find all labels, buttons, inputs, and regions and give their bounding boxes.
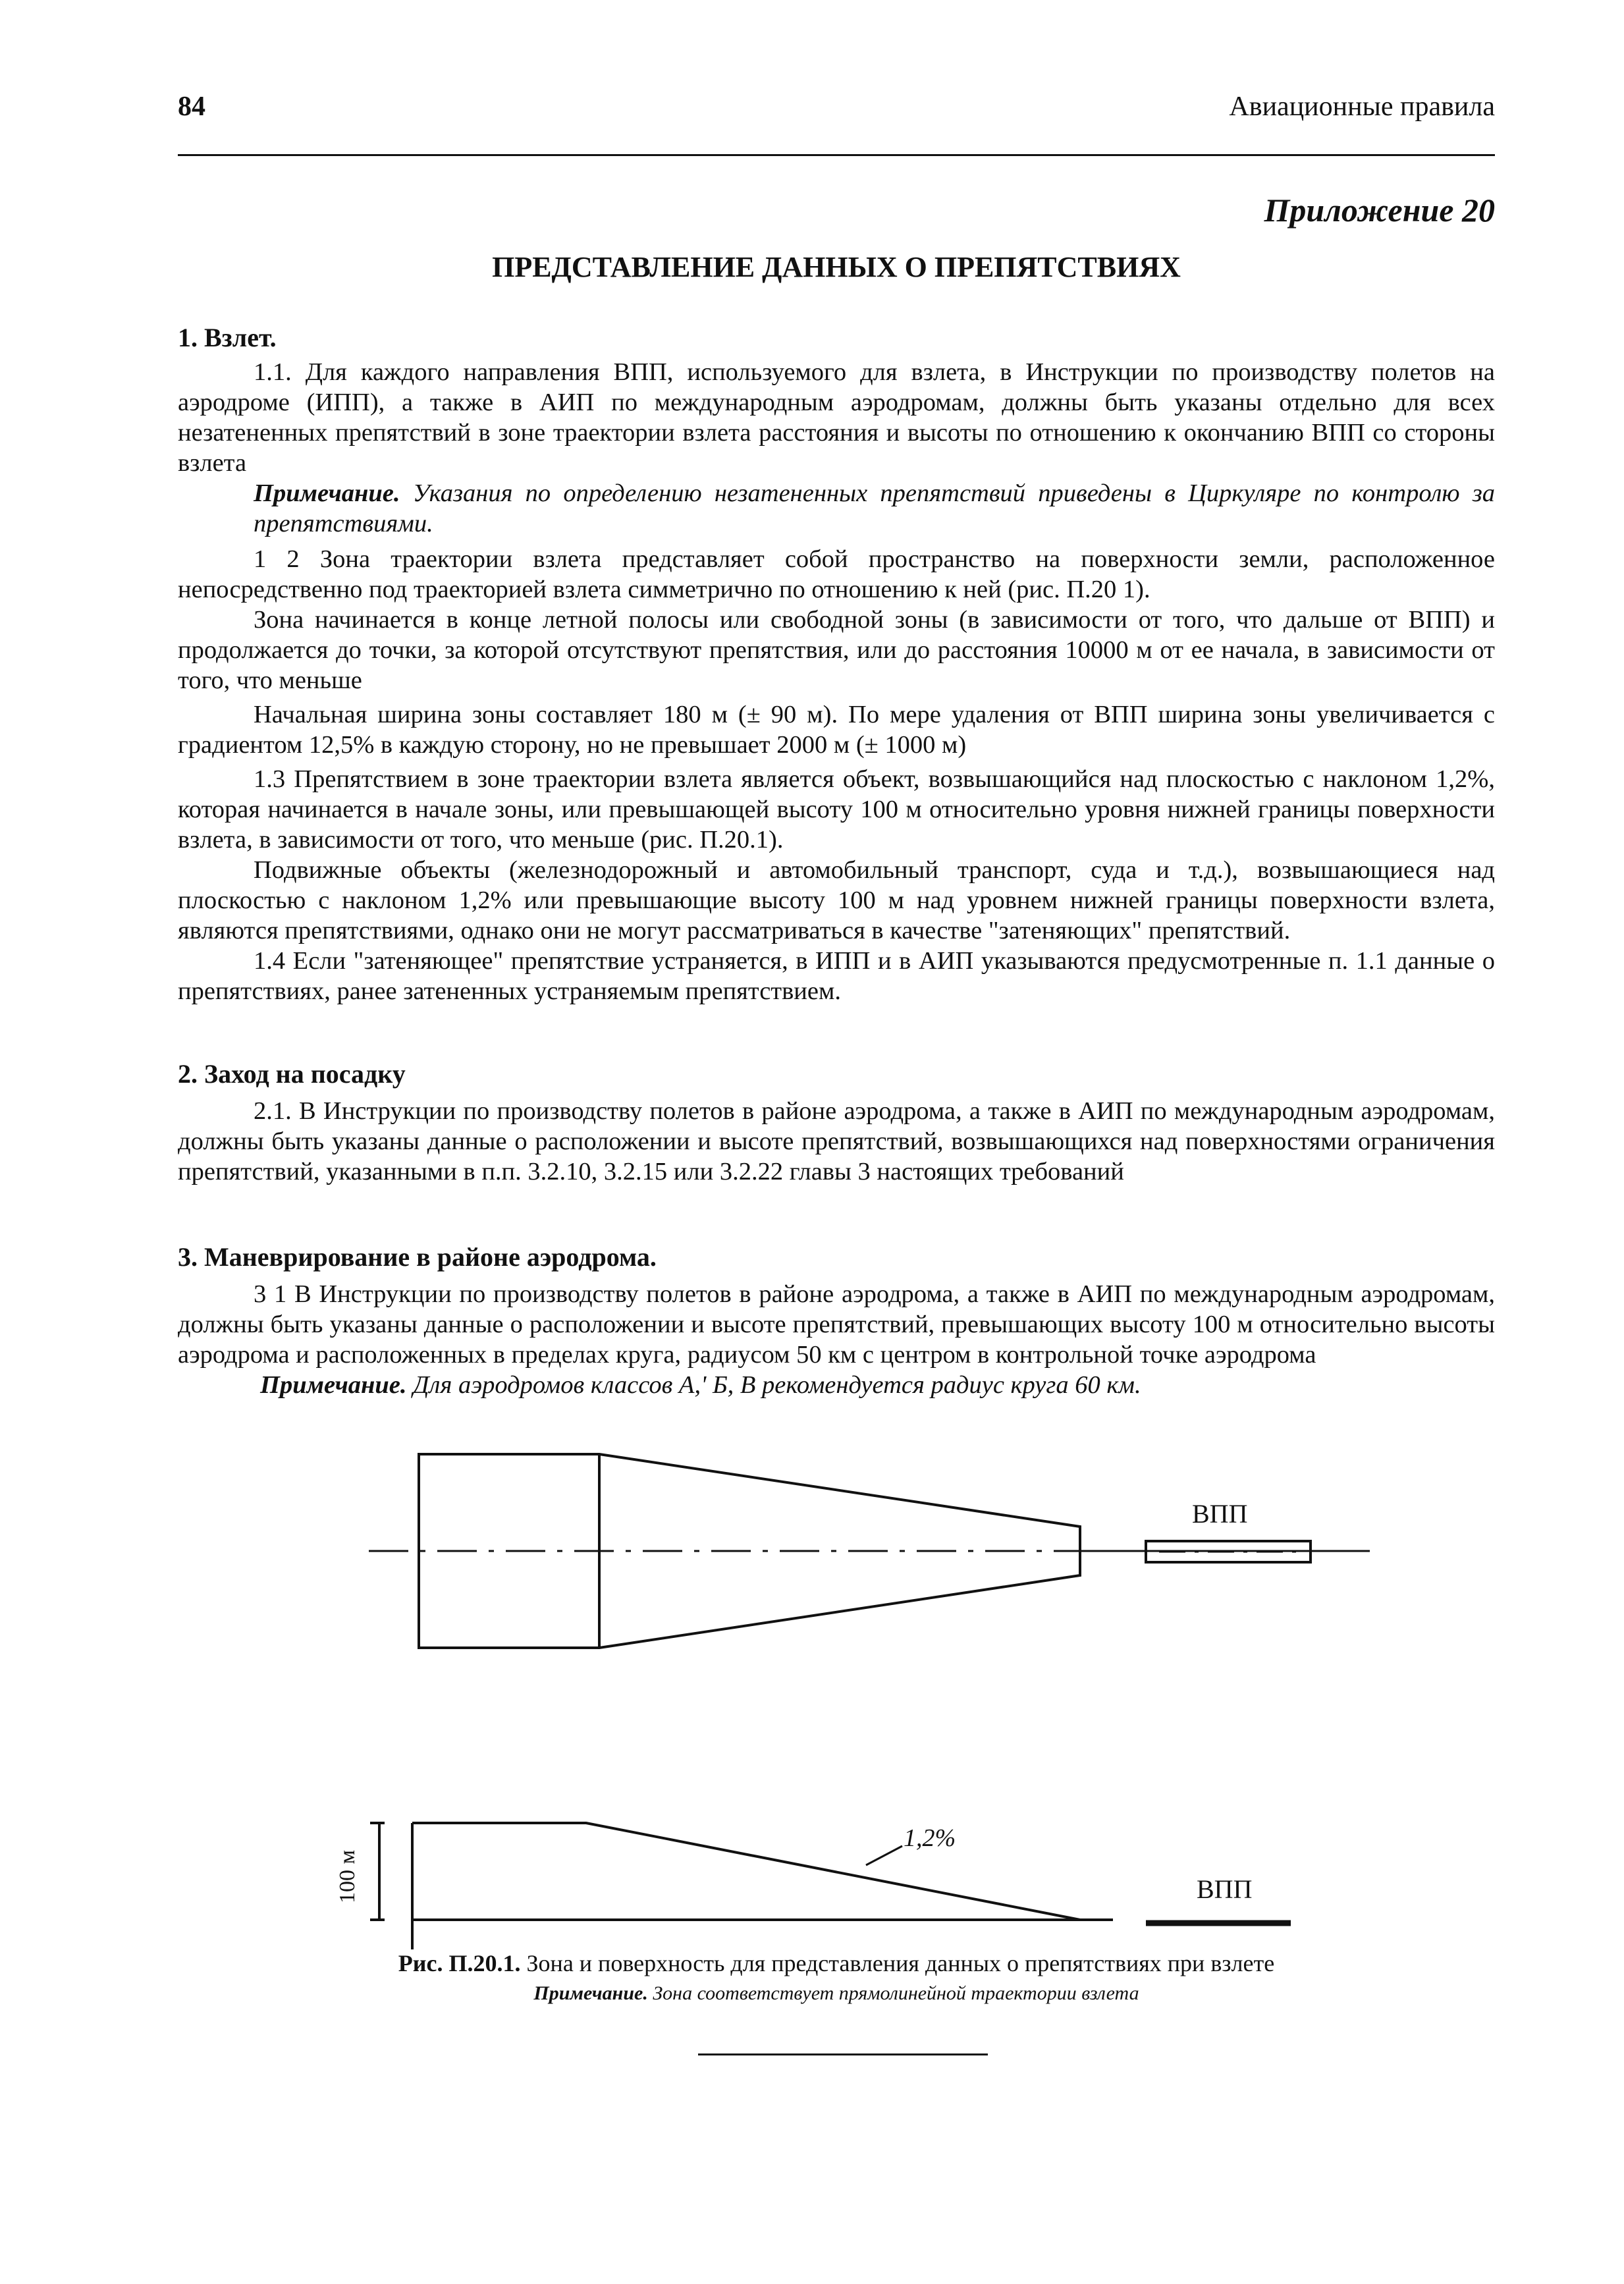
figure-drawing: [178, 1449, 1495, 1949]
paragraph: Начальная ширина зоны составляет 180 м (± 90 м). По мере удаления от ВПП ширина зоны увеличивается с градиентом 12,5% в каждую сторону, но не превышает 2000 м (± 1000 м): [178, 701, 1495, 759]
section-maneuvering: [178, 1242, 1495, 1400]
figure-note: [178, 1982, 1495, 2005]
note-text: Для аэродромов классов А,' Б, В рекомендуется радиус круга 60 км.: [413, 1371, 1141, 1399]
slope-leader: [866, 1846, 902, 1865]
note-text: Указания по определению незатененных препятствий приведены в Циркуляре по контролю за препятствиями.: [254, 479, 1495, 537]
caption-label: Рис. П.20.1.: [398, 1950, 521, 1976]
paragraph: 1.4 Если "затеняющее" препятствие устраняется, в ИПП и в АИП указываются предусмотренные п. 1.1 данные о препятствиях, ранее затененных устраняемым препятствием.: [178, 947, 1495, 1005]
running-header: [178, 91, 1495, 130]
paragraph: 1 2 Зона траектории взлета представляет собой пространство на поверхности земли, расположенное непосредственно под траекторией взлета симметрично по отношению к ней (рис. П.20 1).: [178, 545, 1495, 603]
footer-rule: [698, 2053, 988, 2055]
paragraph: Подвижные объекты (железнодорожный и автомобильный транспорт, суда и т.д.), возвышающиеся над плоскостью с наклоном 1,2% или превышающие высоту 100 м над уровнем нижней границы поверхности взлета, являются препятствиями, однако они не могут рассматриваться в качестве "затеняющих" препятствий.: [178, 856, 1495, 944]
paragraph: 2.1. В Инструкции по производству полетов в районе аэродрома, а также в АИП по международным аэродромам, должны быть указаны данные о расположении и высоте препятствий, возвышающихся над поверхностями ограничения препятствий, указанными в п.п. 3.2.10, 3.2.15 или 3.2.22 главы 3 настоящих требований: [178, 1097, 1495, 1185]
takeoff-surface: [412, 1823, 1080, 1920]
running-title: Авиационные правила: [1229, 92, 1495, 122]
figure-takeoff-zone: [178, 1449, 1495, 1949]
note-label: Примечание.: [254, 479, 400, 507]
note: [178, 1370, 1495, 1400]
page-number: 84: [178, 92, 205, 122]
section-takeoff: [178, 323, 1495, 1006]
note-label: Примечание.: [260, 1371, 407, 1399]
section-approach: [178, 1059, 1495, 1187]
height-label: 100 м: [335, 1849, 360, 1903]
slope-label: 1,2%: [904, 1824, 956, 1852]
section-heading: 1. Взлет.: [178, 323, 277, 352]
page-title: ПРЕДСТАВЛЕНИЕ ДАННЫХ О ПРЕПЯТСТВИЯХ: [492, 251, 1181, 283]
paragraph: 3 1 В Инструкции по производству полетов в районе аэродрома, а также в АИП по международным аэродромам, должны быть указаны данные о расположении и высоте препятствий, превышающих высоту 100 м относительно высоты аэродрома и расположенных в пределах круга, радиусом 50 км с центром в контрольной точке аэродрома: [178, 1280, 1495, 1369]
figure-caption: [178, 1949, 1495, 1977]
paragraph: 1.1. Для каждого направления ВПП, используемого для взлета, в Инструкции по производству полетов на аэродроме (ИПП), а также в АИП по международным аэродромам, должны быть указаны отдельно для всех незатененных препятствий в зоне траектории взлета расстояния и высоты по отношению к окончанию ВПП со стороны взлета: [178, 358, 1495, 477]
figure-note-text: Зона соответствует прямолинейной траектории взлета: [653, 1982, 1139, 2004]
paragraph: Зона начинается в конце летной полосы или свободной зоны (в зависимости от того, что дальше от ВПП) и продолжается до точки, за которой отсутствуют препятствия, или до расстояния 10000 м от ее начала, в зависимости от того, что меньше: [178, 606, 1495, 694]
section-heading: 2. Заход на посадку: [178, 1059, 406, 1089]
section-heading: 3. Маневрирование в районе аэродрома.: [178, 1242, 657, 1272]
runway-label-plan: ВПП: [1192, 1499, 1248, 1529]
figure-note-label: Примечание.: [533, 1982, 648, 2004]
header-rule: [178, 154, 1495, 156]
caption-text: Зона и поверхность для представления данных о препятствиях при взлете: [526, 1950, 1275, 1976]
note: [178, 478, 1495, 539]
paragraph: 1.3 Препятствием в зоне траектории взлета является объект, возвышающийся над плоскостью с наклоном 1,2%, которая начинается в начале зоны, или превышающей высоту 100 м относительно уровня нижней границы поверхности взлета, в зависимости от того, что меньше (рис. П.20.1).: [178, 765, 1495, 854]
document-page: [178, 0, 1495, 2284]
runway-label-profile: ВПП: [1197, 1874, 1253, 1904]
appendix-label: Приложение 20: [1264, 192, 1495, 229]
